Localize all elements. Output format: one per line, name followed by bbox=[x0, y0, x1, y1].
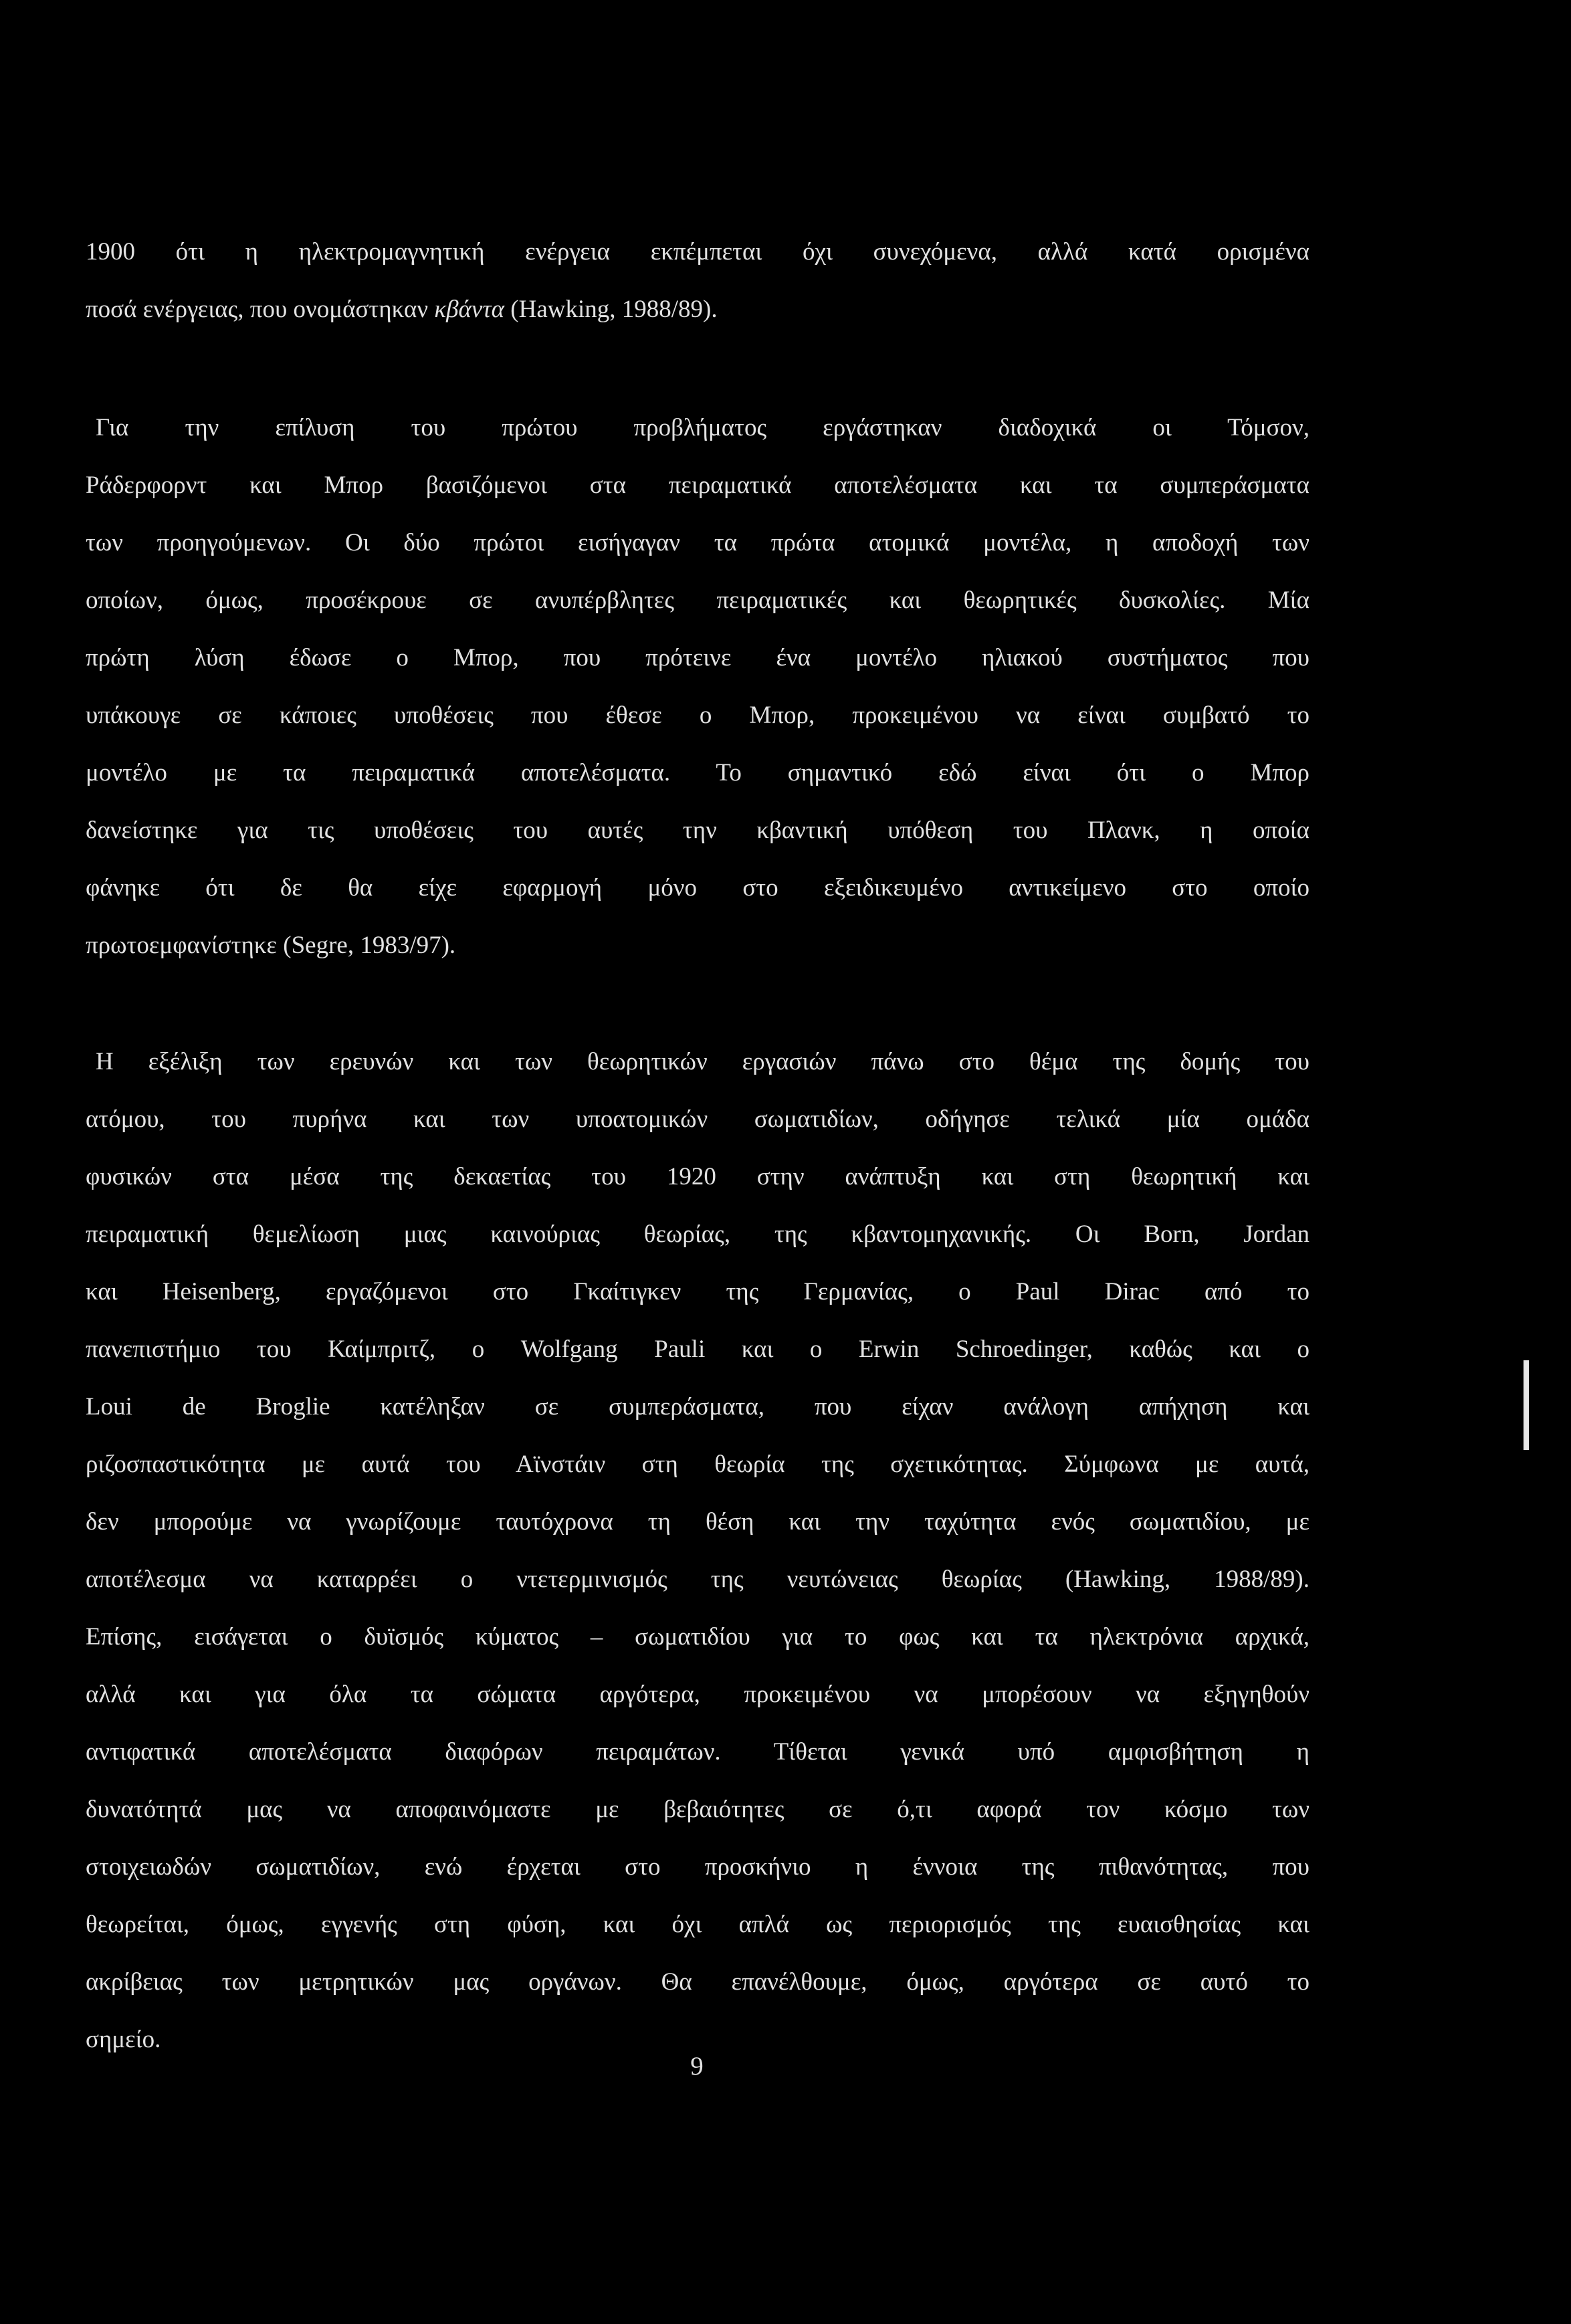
text-line: Η εξέλιξη των ερευνών και των θεωρητικών εργασιών πάνω στο θέμα της δομής του bbox=[96, 1048, 1310, 1075]
text-line: Loui de Broglie κατέληξαν σε συμπεράσματα, που είχαν ανάλογη απήχηση και bbox=[86, 1393, 1310, 1420]
text-line: δανείστηκε για τις υποθέσεις του αυτές την κβαντική υπόθεση του Πλανκ, η οποία bbox=[86, 817, 1310, 844]
text-line: οποίων, όμως, προσέκρουε σε ανυπέρβλητες πειραματικές και θεωρητικές δυσκολίες. Μία bbox=[86, 587, 1310, 614]
italic-term: κβάντα bbox=[434, 296, 505, 323]
text-line: ακρίβειας των μετρητικών μας οργάνων. Θα επανέλθουμε, όμως, αργότερα σε αυτό το bbox=[86, 1968, 1310, 1996]
text-line: ποσά ενέργειας, που ονομάστηκαν κβάντα (Hawking, 1988/89). bbox=[86, 296, 718, 323]
margin-bar bbox=[1524, 1360, 1529, 1450]
text-line: αντιφατικά αποτελέσματα διαφόρων πειραμάτων. Τίθεται γενικά υπό αμφισβήτηση η bbox=[86, 1738, 1310, 1766]
text-line: στοιχειωδών σωματιδίων, ενώ έρχεται στο προσκήνιο η έννοια της πιθανότητας, που bbox=[86, 1853, 1310, 1881]
text-line: υπάκουγε σε κάποιες υποθέσεις που έθεσε ο Μπορ, προκειμένου να είναι συμβατό το bbox=[86, 702, 1310, 729]
text-line: των προηγούμενων. Οι δύο πρώτοι εισήγαγαν τα πρώτα ατομικά μοντέλα, η αποδοχή των bbox=[86, 529, 1310, 556]
text-line: φάνηκε ότι δε θα είχε εφαρμογή μόνο στο εξειδικευμένο αντικείμενο στο οποίο bbox=[86, 874, 1310, 902]
paragraph-3 bbox=[86, 1033, 1310, 2069]
text-line: Ράδερφορντ και Μπορ βασιζόμενοι στα πειραματικά αποτελέσματα και τα συμπεράσματα bbox=[86, 471, 1310, 499]
text-line: πανεπιστήμιο του Καίμπριτζ, ο Wolfgang Pauli και ο Erwin Schroedinger, καθώς και ο bbox=[86, 1336, 1310, 1363]
text-line: μοντέλο με τα πειραματικά αποτελέσματα. Το σημαντικό εδώ είναι ότι ο Μπορ bbox=[86, 759, 1310, 786]
text-line: 1900 ότι η ηλεκτρομαγνητική ενέργεια εκπέμπεται όχι συνεχόμενα, αλλά κατά ορισμένα bbox=[86, 238, 1310, 266]
paragraph-2 bbox=[86, 399, 1310, 974]
page-number: 9 bbox=[690, 2052, 704, 2081]
text-line: δεν μπορούμε να γνωρίζουμε ταυτόχρονα τη θέση και την ταχύτητα ενός σωματιδίου, με bbox=[86, 1508, 1310, 1536]
text-line: πρωτοεμφανίστηκε (Segre, 1983/97). bbox=[86, 932, 456, 959]
text-line: φυσικών στα μέσα της δεκαετίας του 1920 στην ανάπτυξη και στη θεωρητική και bbox=[86, 1163, 1310, 1190]
text-line: αποτέλεσμα να καταρρέει ο ντετερμινισμός της νευτώνειας θεωρίας (Hawking, 1988/89). bbox=[86, 1566, 1310, 1593]
text-line: δυνατότητά μας να αποφαινόμαστε με βεβαιότητες σε ό,τι αφορά τον κόσμο των bbox=[86, 1796, 1310, 1823]
paragraph-1 bbox=[86, 223, 1310, 338]
text-line: πρώτη λύση έδωσε ο Μπορ, που πρότεινε ένα μοντέλο ηλιακού συστήματος που bbox=[86, 644, 1310, 671]
text-line: αλλά και για όλα τα σώματα αργότερα, προκειμένου να μπορέσουν να εξηγηθούν bbox=[86, 1681, 1310, 1708]
text-line: ατόμου, του πυρήνα και των υποατομικών σωματιδίων, οδήγησε τελικά μία ομάδα bbox=[86, 1105, 1310, 1133]
text-line: Επίσης, εισάγεται ο δυϊσμός κύματος – σωματιδίου για το φως και τα ηλεκτρόνια αρχικά, bbox=[86, 1623, 1310, 1651]
text-line: σημείο. bbox=[86, 2026, 161, 2053]
text-line: και Heisenberg, εργαζόμενοι στο Γκαίτιγκεν της Γερμανίας, ο Paul Dirac από το bbox=[86, 1278, 1310, 1305]
text-line: θεωρείται, όμως, εγγενής στη φύση, και όχι απλά ως περιορισμός της ευαισθησίας και bbox=[86, 1911, 1310, 1938]
text-line: πειραματική θεμελίωση μιας καινούριας θεωρίας, της κβαντομηχανικής. Οι Born, Jordan bbox=[86, 1221, 1310, 1248]
text-line: Για την επίλυση του πρώτου προβλήματος εργάστηκαν διαδοχικά οι Τόμσον, bbox=[96, 414, 1310, 441]
text-line: ριζοσπαστικότητα με αυτά του Αϊνστάιν στη θεωρία της σχετικότητας. Σύμφωνα με αυτά, bbox=[86, 1451, 1310, 1478]
